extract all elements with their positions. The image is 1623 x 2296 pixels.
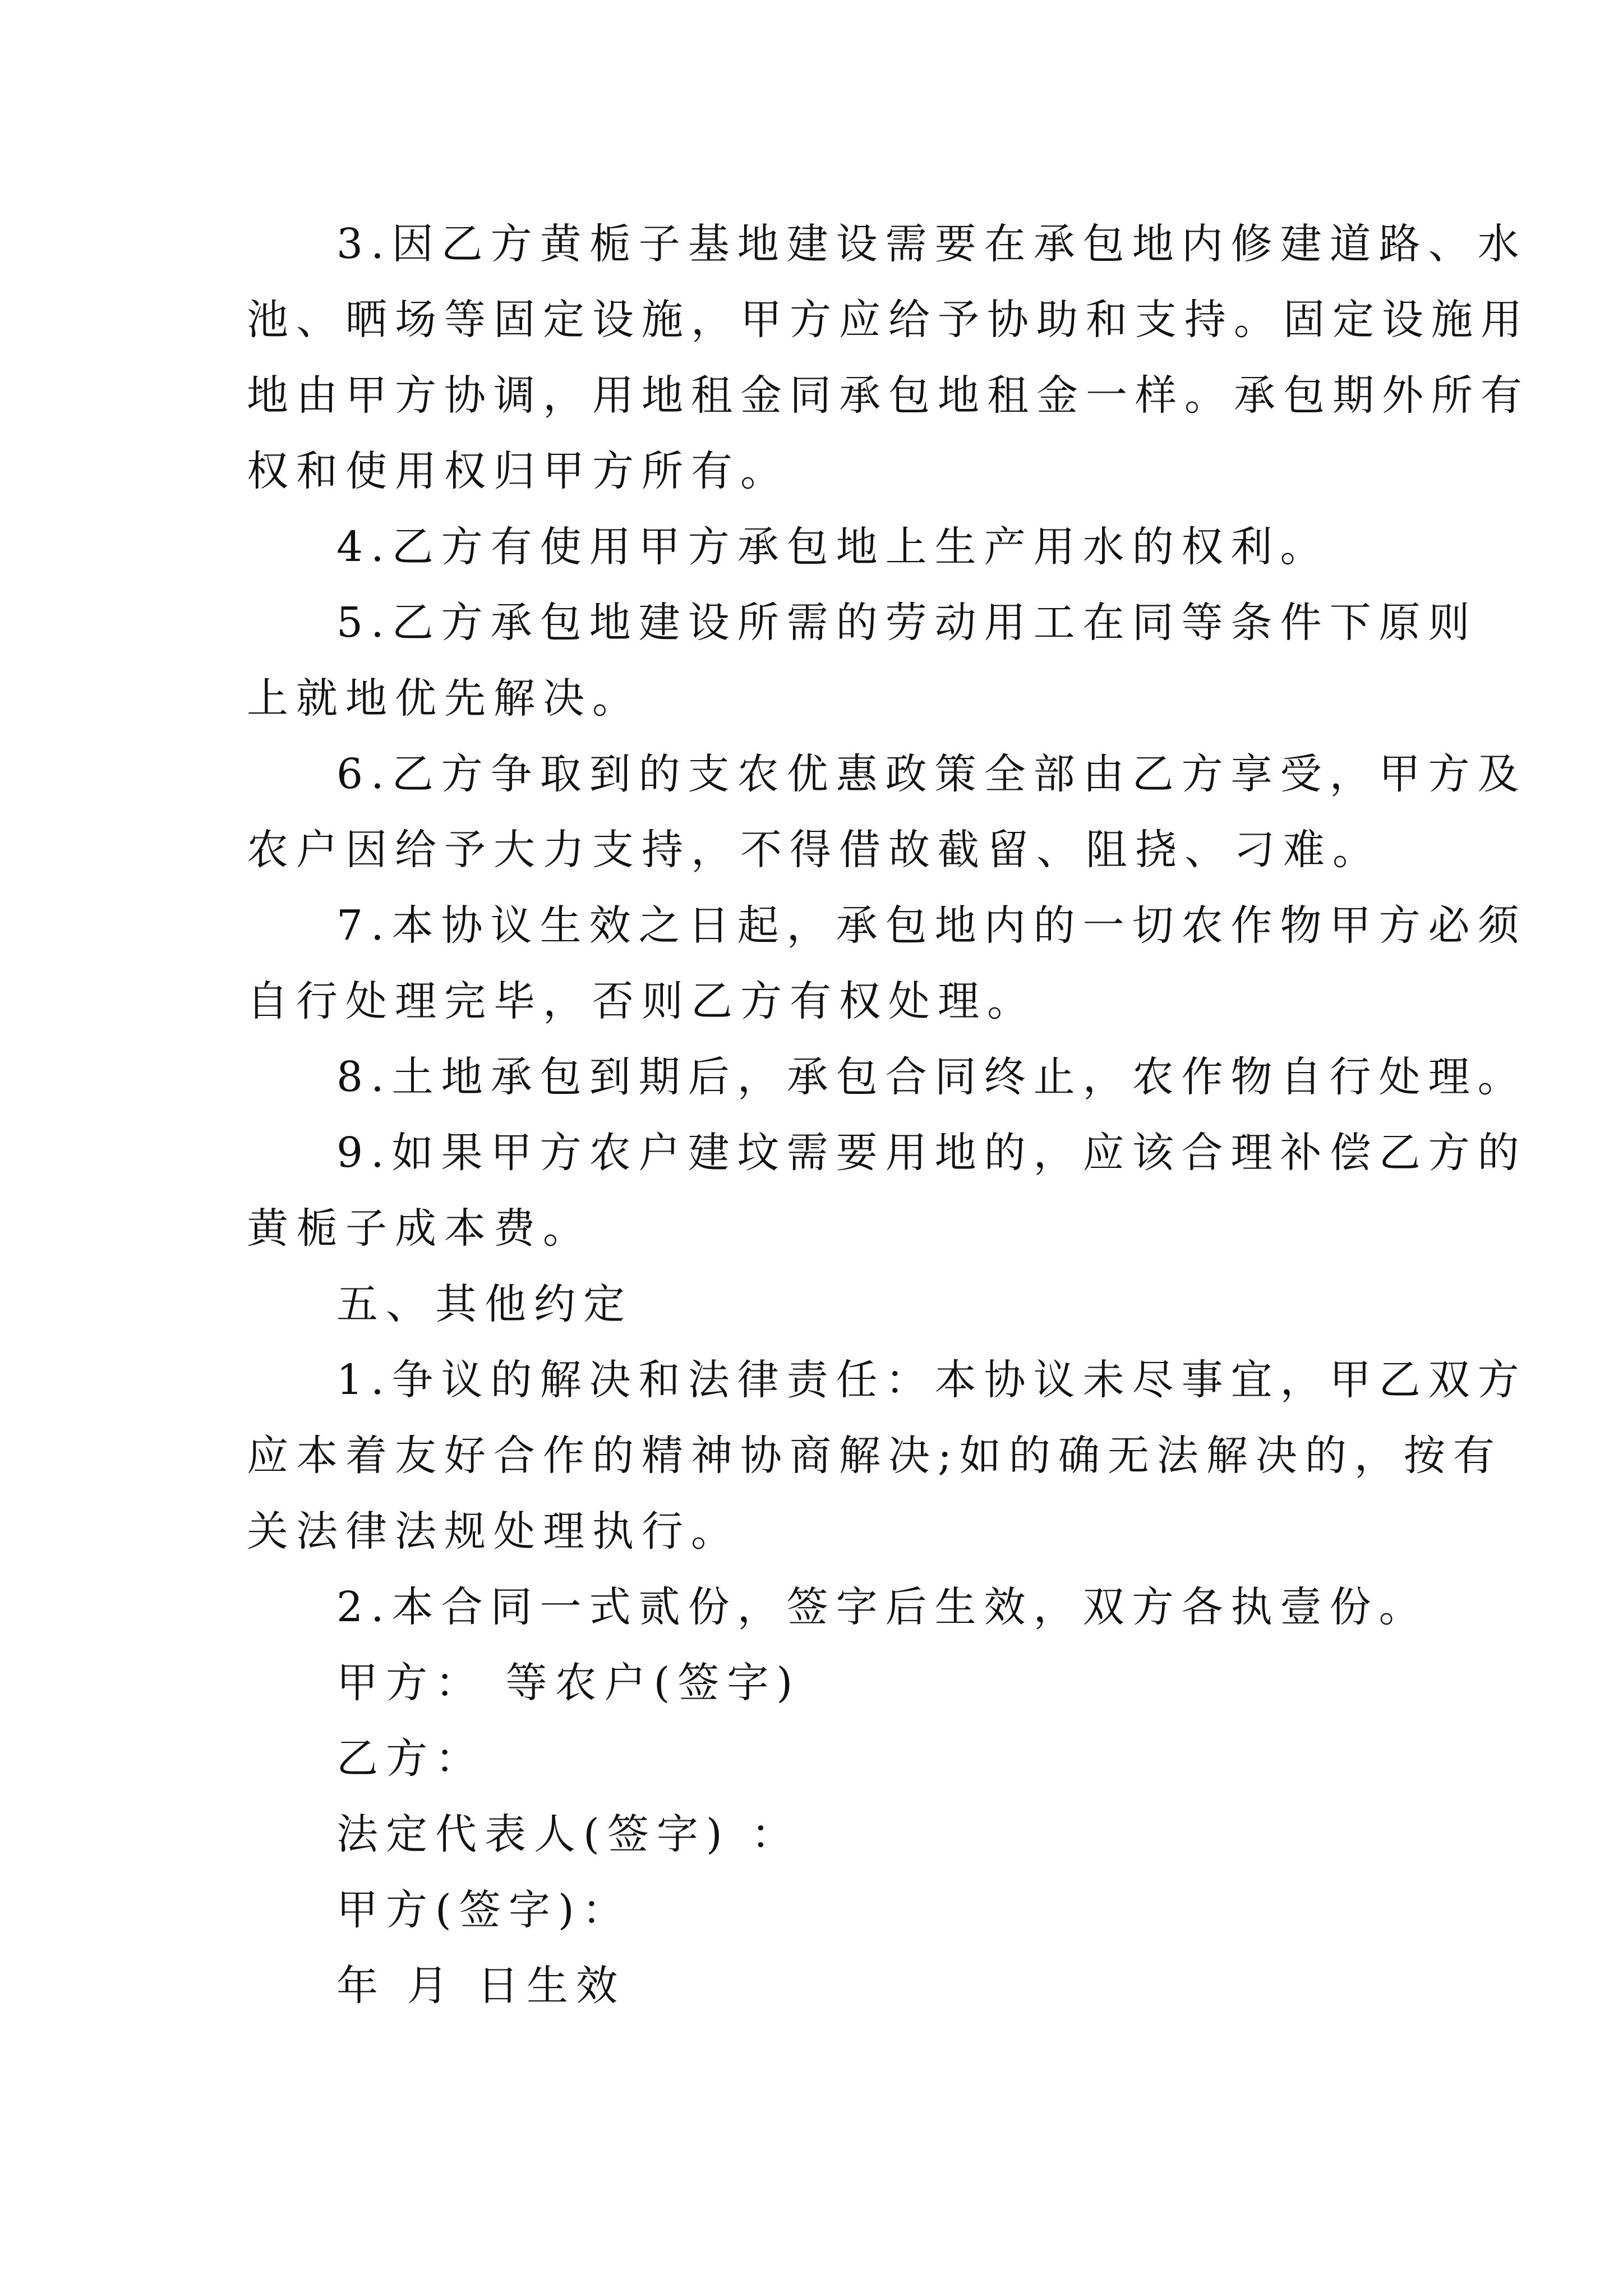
effective-date: 年 月 日生效 [336, 1962, 626, 2010]
clause-3-line-4: 权和使用权归甲方所有。 [247, 447, 790, 495]
section-heading-other: 五、其他约定 [336, 1280, 633, 1328]
other-clause-2-line-1: 2.本合同一式贰份，签字后生效，双方各执壹份。 [336, 1583, 1428, 1631]
signature-party-b: 乙方： [336, 1734, 485, 1783]
clause-9-line-2: 黄栀子成本费。 [247, 1204, 592, 1253]
clause-6-line-2: 农户因给予大力支持，不得借故截留、阻挠、刁难。 [247, 826, 1382, 874]
clause-3-line-2: 池、晒场等固定设施，甲方应给予协助和支持。固定设施用 [247, 296, 1530, 344]
signature-party-a: 甲方： 等农户(签字) [336, 1659, 801, 1707]
other-clause-1-line-1: 1.争议的解决和法律责任：本协议未尽事宜，甲乙双方 [336, 1356, 1527, 1404]
clause-8-line-1: 8.土地承包到期后，承包合同终止，农作物自行处理。 [336, 1053, 1527, 1101]
other-clause-1-line-2: 应本着友好合作的精神协商解决;如的确无法解决的，按有 [247, 1432, 1502, 1480]
signature-legal-representative: 法定代表人(签字) ： [336, 1810, 801, 1858]
clause-7-line-2: 自行处理完毕，否则乙方有权处理。 [247, 977, 1036, 1025]
other-clause-1-line-3: 关法律法规处理执行。 [247, 1507, 740, 1556]
clause-7-line-1: 7.本协议生效之日起，承包地内的一切农作物甲方必须 [336, 901, 1527, 950]
clause-3-line-1: 3.因乙方黄栀子基地建设需要在承包地内修建道路、水 [336, 220, 1527, 268]
clause-4-line-1: 4.乙方有使用甲方承包地上生产用水的权利。 [336, 523, 1330, 571]
clause-5-line-1: 5.乙方承包地建设所需的劳动用工在同等条件下原则 [336, 599, 1478, 647]
clause-5-line-2: 上就地优先解决。 [247, 674, 642, 723]
clause-6-line-1: 6.乙方争取到的支农优惠政策全部由乙方享受，甲方及 [336, 750, 1527, 798]
clause-3-line-3: 地由甲方协调，用地租金同承包地租金一样。承包期外所有 [247, 371, 1530, 420]
clause-9-line-1: 9.如果甲方农户建坟需要用地的，应该合理补偿乙方的 [336, 1129, 1527, 1177]
signature-party-a-sign: 甲方(签字)： [336, 1886, 631, 1934]
